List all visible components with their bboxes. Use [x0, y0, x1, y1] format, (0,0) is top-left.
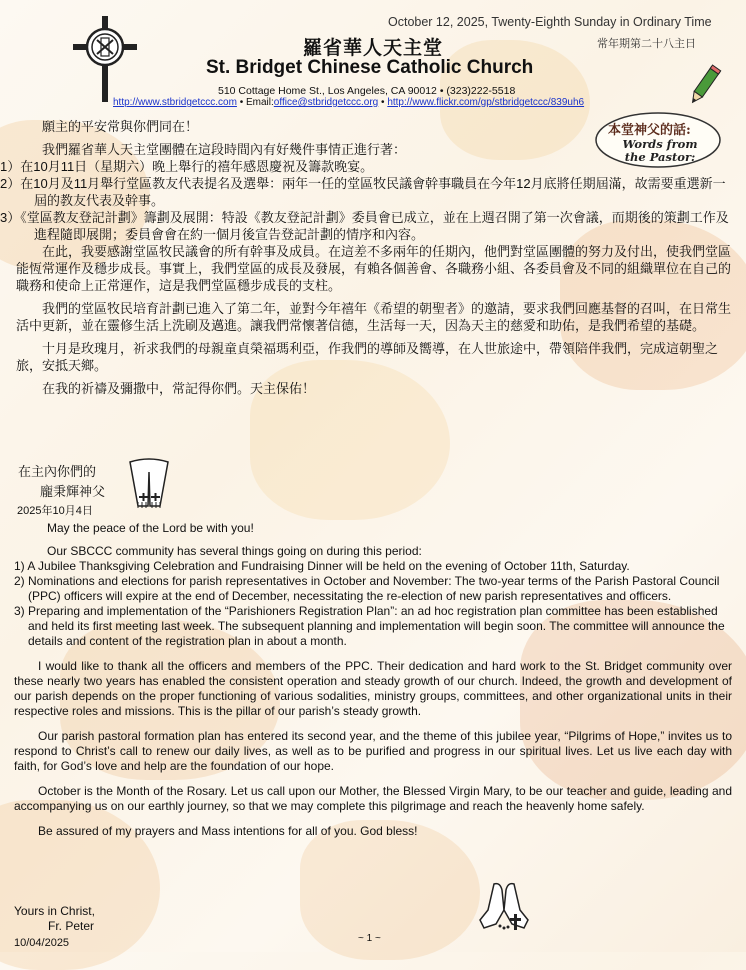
badge-title-en: Words from the Pastor: — [622, 137, 698, 164]
zh-intro: 我們羅省華人天主堂團體在這段時間內有好幾件事情正進行著： — [42, 142, 407, 157]
zh-signature: 龐秉輝神父 — [40, 484, 106, 499]
church-cross-logo-icon — [70, 16, 140, 102]
church-name-zh: 羅省華人天主堂 — [303, 38, 444, 59]
footer-date: 10/04/2025 — [14, 937, 70, 949]
priest-stole-icon — [120, 458, 178, 510]
zh-greeting: 願主的平安常與你們同在！ — [42, 119, 199, 134]
en-para-1: I would like to thank all the officers and members of the PPC. Their dedication and hard work to the St. Bridget community over these nearly two years has enabled the consistent operation and steady growth of our church. Indeed, the growth and development of our parish depends on the proper functioning of various sodalities, ministry groups, committees, and other organizational units in their respective roles and missions. This is the pillar of our parish’s steady growth. — [14, 659, 732, 718]
zh-item-3: 3）《堂區教友登記計劃》籌劃及展開：特設《教友登記計劃》委員會已成立，並在上週召開了第一次會議，而期後的策劃工作及進程隨即展開；委員會會在約一個月後宣告登記計劃的情序和內容。 — [0, 210, 729, 242]
church-address: 510 Cottage Home St., Los Angeles, CA 90012 • (323)222-5518 — [218, 85, 516, 97]
english-letter — [14, 521, 732, 839]
email-link[interactable]: office@stbridgetccc.org — [273, 97, 379, 108]
en-para-3: October is the Month of the Rosary. Let us call upon our Mother, the Blessed Virgin Mary, to be our teacher and guide, leading and accompanying us on our earthly journey, so that we may complete this pilgrimage and reach the heavenly home safely. — [14, 784, 732, 813]
en-item-3: 3) Preparing and implementation of the “Parishioners Registration Plan”: an ad hoc registration plan committee has been established and held its first meeting last week. The subsequent planning and implementation will begin soon. The committee will announce the details and content of the registration plan in about a month. — [14, 604, 725, 648]
contact-links — [113, 97, 584, 108]
link-separator: • — [378, 97, 388, 108]
zh-letter-date: 2025年10月4日 — [17, 505, 93, 517]
zh-para-1: 在此，我要感謝堂區牧民議會的所有幹事及成員。在這差不多兩年的任期內，他們對堂區團體的努力及付出，使我們堂區能恆常運作及穩步成長。事實上，我們堂區的成長及發展，有賴各個善會、各職務小組、各委員會及不同的組織單位在自己的職務和使命上正常運作，這是我們堂區穩步成長的支柱。 — [16, 244, 732, 293]
zh-item-2: 2）在10月及11月舉行堂區教友代表提名及選舉：兩年一任的堂區牧民議會幹事職員在今年12月底將任期屆滿，故需要重選新一屆的教友代表及幹事。 — [0, 176, 726, 208]
website-link[interactable]: http://www.stbridgetccc.com — [113, 97, 237, 108]
church-name-en: St. Bridget Chinese Catholic Church — [206, 57, 534, 78]
zh-para-2: 我們的堂區牧民培育計劃已進入了第二年，並對今年禧年《希望的朝聖者》的邀請，要求我們回應基督的召叫，在日常生活中更新，並在靈修生活上洗刷及邁進。讓我們常懷著信德，生活每一天，因為天主的慈愛和助佑，是我們希望的基礎。 — [16, 301, 732, 333]
page-number: ~ 1 ~ — [358, 933, 381, 944]
leaf-decoration — [300, 820, 480, 960]
en-para-2: Our parish pastoral formation plan has entered its second year, and the theme of this jubilee year, “Pilgrims of Hope,” invites us to respond to Christ’s call to renew our daily lives, as well as to be purified and progress in our spiritual lives. Let us live each day with faith, for God’s love and help are the foundation of our hope. — [14, 729, 732, 773]
en-intro: Our SBCCC community has several things going on during this period: — [47, 544, 422, 558]
issue-date: October 12, 2025, Twenty-Eighth Sunday in Ordinary Time — [388, 15, 712, 29]
en-greeting: May the peace of the Lord be with you! — [47, 521, 254, 535]
en-closing: Yours in Christ, — [14, 904, 95, 918]
chinese-letter — [0, 118, 732, 397]
pencil-icon — [685, 64, 723, 108]
email-label: • Email: — [236, 97, 274, 108]
zh-para-4: 在我的祈禱及彌撒中，常記得你們。天主保佑！ — [42, 381, 316, 396]
zh-item-1: 1）在10月11日（星期六）晚上舉行的禧年感恩慶祝及籌款晚宴。 — [0, 159, 374, 174]
en-signature: Fr. Peter — [48, 919, 95, 933]
flickr-link[interactable]: http://www.flickr.com/gp/stbridgetccc/839uh6 — [387, 97, 585, 108]
zh-para-3: 十月是玫瑰月，祈求我們的母親童貞榮福瑪利亞，作我們的導師及嚮導，在人世旅途中，帶領陪伴我們，完成這朝聖之旅，安抵天鄉。 — [16, 341, 719, 373]
praying-hands-icon — [474, 880, 536, 932]
en-para-4: Be assured of my prayers and Mass intentions for all of you. God bless! — [38, 824, 418, 838]
en-item-2: 2) Nominations and elections for parish representatives in October and November: The two-year terms of the Parish Pastoral Council (PPC) officers will expire at the end of December, necessitating the re-election of new parish representatives and officers. — [14, 574, 720, 603]
issue-date-zh: 常年期第二十八主日 — [597, 38, 696, 50]
badge-title-zh: 本堂神父的話: — [608, 123, 691, 138]
en-item-1: 1) A Jubilee Thanksgiving Celebration and Fundraising Dinner will be held on the evening of October 11th, Saturday. — [14, 559, 630, 573]
zh-closing: 在主內你們的 — [18, 464, 97, 479]
